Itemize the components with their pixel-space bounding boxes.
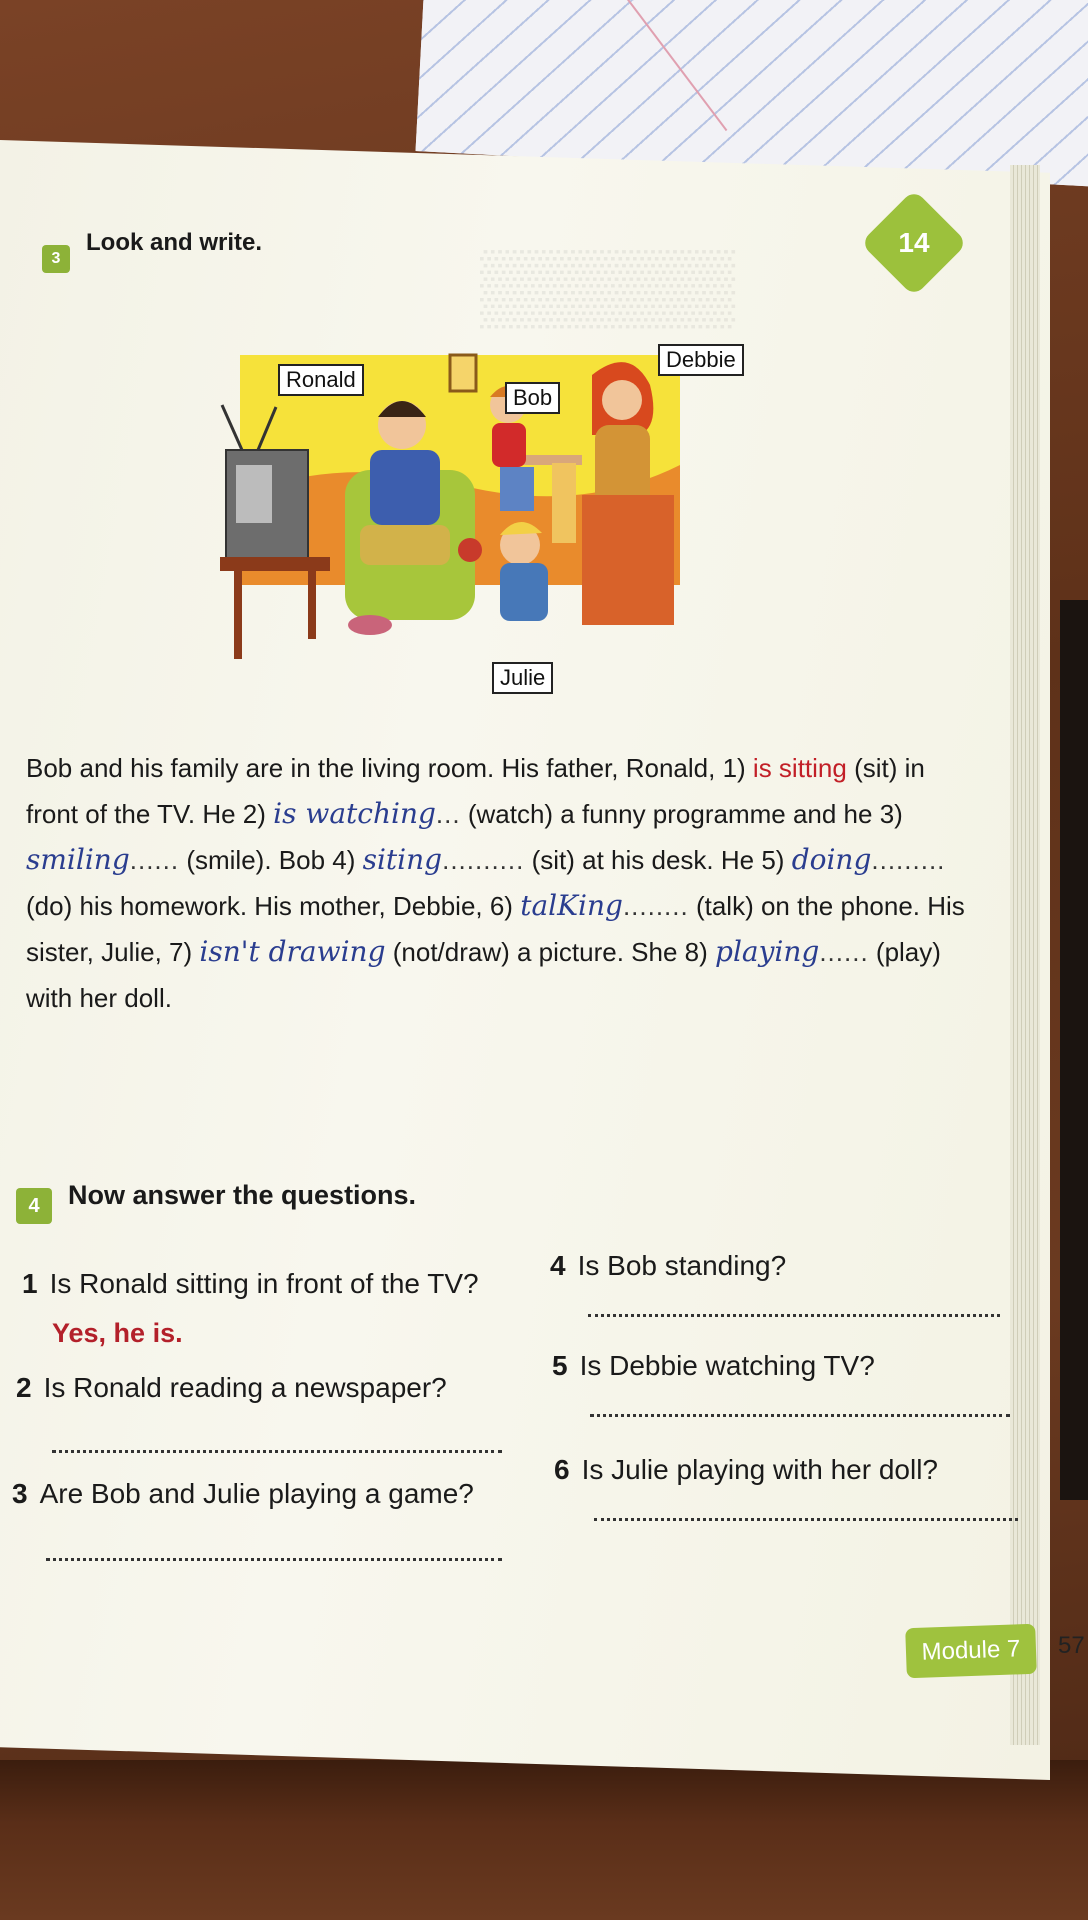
label-bob: Bob xyxy=(505,382,560,414)
unit-number: 14 xyxy=(898,227,930,258)
text-segment: (do) his homework. His mother, Debbie, 6) xyxy=(26,891,513,921)
text-segment: (talk) on the phone. His sister, Julie, 7) xyxy=(26,891,965,967)
answer-line-4[interactable] xyxy=(588,1314,1000,1317)
text-segment: (play) with her doll. xyxy=(26,937,941,1013)
handwritten-answer-5[interactable]: doing xyxy=(791,843,872,876)
handwritten-answer-4[interactable]: siting xyxy=(362,843,443,876)
ronald-trousers xyxy=(360,525,450,565)
label-julie: Julie xyxy=(492,662,553,694)
bob-shirt xyxy=(492,423,526,467)
answer-line-2[interactable] xyxy=(52,1450,502,1453)
tv-table xyxy=(220,557,330,571)
handwritten-answer-3[interactable]: smiling xyxy=(26,843,130,876)
handwritten-answer-8[interactable]: playing xyxy=(715,935,820,968)
page-edge xyxy=(1010,165,1040,1745)
text-segment: (watch) a funny programme and he 3) xyxy=(467,799,903,829)
label-debbie: Debbie xyxy=(658,344,744,376)
question-2: 2 Is Ronald reading a newspaper? xyxy=(16,1372,447,1403)
text-segment: (smile). Bob 4) xyxy=(186,845,356,875)
doll xyxy=(458,538,482,562)
handwritten-answer-6[interactable]: talKing xyxy=(520,889,623,922)
exercise-number-badge: 3 xyxy=(42,245,70,273)
julie-dress xyxy=(500,563,548,621)
desk-bottom xyxy=(0,1760,1088,1920)
example-answer: is sitting xyxy=(752,753,847,783)
answer-line-6[interactable] xyxy=(594,1518,1018,1521)
page-number: 57 xyxy=(1058,1632,1085,1659)
question-5: 5 Is Debbie watching TV? xyxy=(552,1350,875,1381)
tv-screen xyxy=(236,465,272,523)
exercise-title: Look and write. xyxy=(86,229,263,256)
text-segment: (sit) at his desk. He 5) xyxy=(531,845,785,875)
handwritten-answer-7[interactable]: isn't drawing xyxy=(199,935,386,968)
dark-object-edge xyxy=(1060,600,1088,1500)
debbie-head xyxy=(602,380,642,420)
text-segment: (sit) in front of the TV. He 2) xyxy=(26,753,925,829)
question-6: 6 Is Julie playing with her doll? xyxy=(554,1454,938,1485)
question-3: 3 Are Bob and Julie playing a game? xyxy=(12,1478,474,1509)
text-segment: Bob and his family are in the living room. His father, Ronald, 1) xyxy=(26,753,746,783)
living-room-illustration xyxy=(220,345,690,685)
module-tag: Module 7 xyxy=(905,1624,1037,1679)
label-ronald: Ronald xyxy=(278,364,364,396)
ronald-jumper xyxy=(370,450,440,525)
text-segment: (not/draw) a picture. She 8) xyxy=(392,937,708,967)
answer-line-3[interactable] xyxy=(46,1558,502,1561)
handwritten-answer-2[interactable]: is watching xyxy=(273,797,436,830)
question-4: 4 Is Bob standing? xyxy=(550,1250,787,1281)
answer-line-5[interactable] xyxy=(590,1414,1010,1417)
question-1: 1 Is Ronald sitting in front of the TV? xyxy=(22,1268,479,1299)
exercise-number-badge: 4 xyxy=(16,1188,52,1224)
fill-in-paragraph: Bob and his family are in the living room. His father, Ronald, 1) is sitting (sit) in front of the TV. He 2) is watching... (watch) a funny programme and he 3) smiling...... (smile). Bob 4) siting.......... (sit) at his desk. He 5) doing......... (do) his homework. His mother, Debbie, 6) talKing........ (talk) on the phone. His sister, Julie, 7) isn't drawing (not/draw) a picture. She 8) playing...... (play) with her doll. xyxy=(26,753,965,1013)
wall-clock xyxy=(450,355,476,391)
example-answer: Yes, he is. xyxy=(52,1318,183,1348)
exercise-title: Now answer the questions. xyxy=(68,1180,417,1210)
show-through-graphic: ▒▒▒▒▒ xyxy=(480,246,736,326)
phone-table xyxy=(582,495,674,625)
